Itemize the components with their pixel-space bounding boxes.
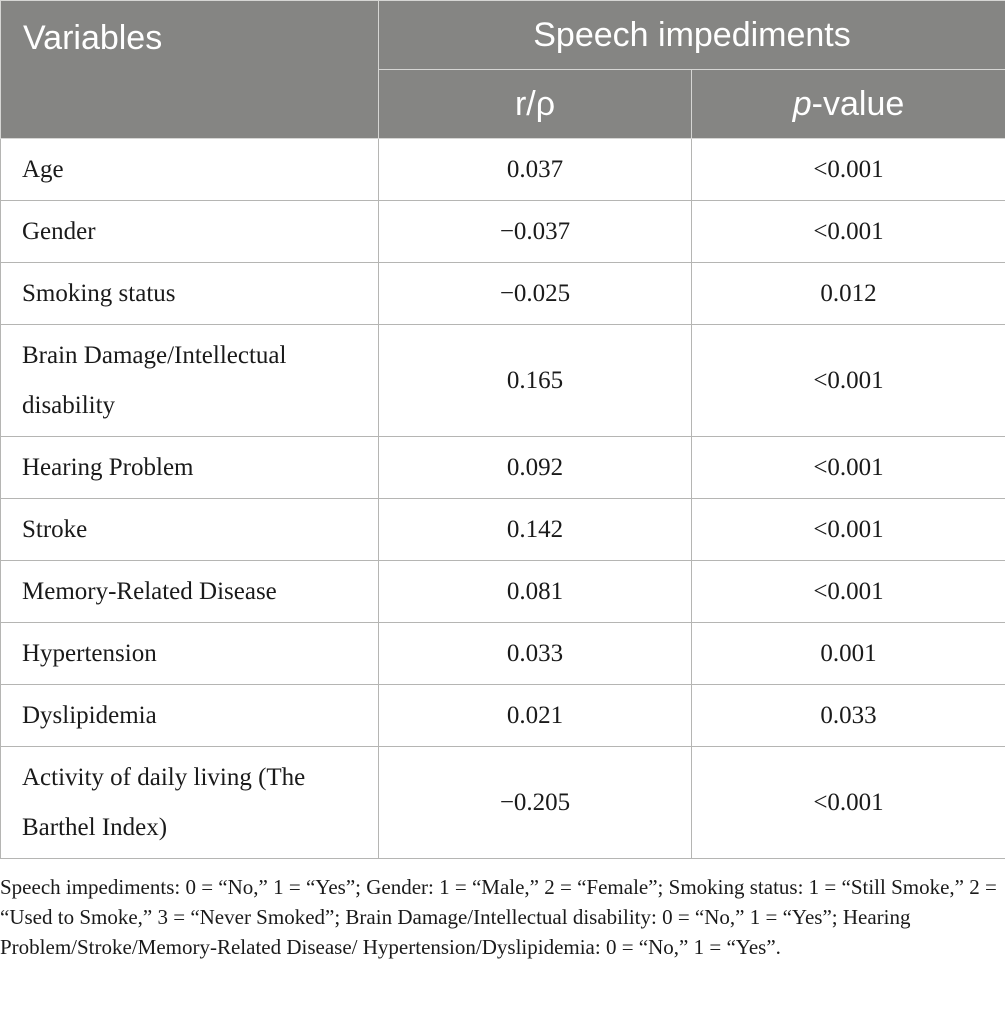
cell-p: <0.001: [692, 747, 1005, 859]
cell-p: 0.012: [692, 263, 1005, 325]
cell-p: 0.001: [692, 623, 1005, 685]
cell-r: 0.165: [379, 325, 692, 437]
cell-variable: Gender: [1, 201, 379, 263]
cell-r: 0.142: [379, 499, 692, 561]
table-row: [1, 499, 1005, 561]
cell-variable: Stroke: [1, 499, 379, 561]
cell-p: <0.001: [692, 561, 1005, 623]
header-p-italic: p: [792, 84, 812, 123]
cell-p: 0.033: [692, 685, 1005, 747]
cell-variable: Hearing Problem: [1, 437, 379, 499]
table-row: [1, 561, 1005, 623]
table-row: [1, 437, 1005, 499]
cell-p: <0.001: [692, 437, 1005, 499]
cell-p: <0.001: [692, 201, 1005, 263]
table-row: [1, 747, 1005, 859]
table-row: [1, 325, 1005, 437]
cell-r: 0.033: [379, 623, 692, 685]
table-row: [1, 685, 1005, 747]
footnote-text: Speech impediments: 0 = “No,” 1 = “Yes”; Gender: 1 = “Male,” 2 = “Female”; Smoking status: 1 = “Still Smoke,” 2 = “Used to Smoke,” 3 = “Never Smoked”; Brain Damage/Intellectual disability: 0 = “No,” 1 = “Yes”; Hearing Problem/Stroke/Memory-Related Disease/ Hypertension/Dyslipidemia: 0 = “No,” 1 = “Yes”.: [0, 875, 997, 959]
cell-r: 0.092: [379, 437, 692, 499]
cell-variable: Dyslipidemia: [1, 685, 379, 747]
header-p-value: [692, 70, 1005, 139]
cell-r: −0.205: [379, 747, 692, 859]
table-row: [1, 263, 1005, 325]
table-header: [1, 1, 1005, 139]
cell-p: <0.001: [692, 139, 1005, 201]
cell-variable: Age: [1, 139, 379, 201]
table-footnote: [0, 859, 1005, 962]
table-row: [1, 201, 1005, 263]
cell-r: 0.037: [379, 139, 692, 201]
cell-r: −0.025: [379, 263, 692, 325]
cell-variable: Hypertension: [1, 623, 379, 685]
cell-r: −0.037: [379, 201, 692, 263]
cell-p: <0.001: [692, 499, 1005, 561]
header-r-rho: r/ρ: [379, 70, 692, 139]
cell-variable: Activity of daily living (The Barthel Index): [1, 747, 379, 859]
cell-r: 0.021: [379, 685, 692, 747]
header-p-rest: -value: [811, 84, 905, 123]
header-variables: Variables: [1, 1, 379, 139]
cell-r: 0.081: [379, 561, 692, 623]
cell-variable: Smoking status: [1, 263, 379, 325]
cell-p: <0.001: [692, 325, 1005, 437]
table-row: [1, 623, 1005, 685]
cell-variable: Brain Damage/Intellectual disability: [1, 325, 379, 437]
table-body: [1, 139, 1005, 859]
cell-variable: Memory-Related Disease: [1, 561, 379, 623]
table-row: [1, 139, 1005, 201]
header-speech-impediments: Speech impediments: [379, 1, 1005, 70]
